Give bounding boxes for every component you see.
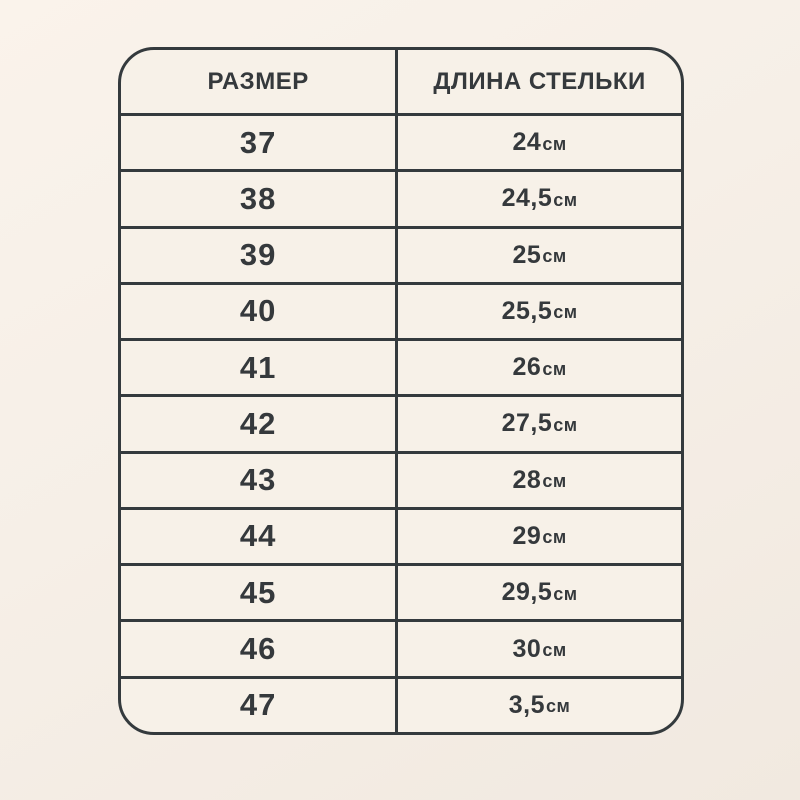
- length-cell: [398, 566, 681, 619]
- header-size: РАЗМЕР: [121, 50, 398, 113]
- length-value: 30: [512, 634, 542, 663]
- length-cell: [398, 510, 681, 563]
- length-value: 24,5: [501, 184, 553, 213]
- length-value: 29,5: [501, 578, 553, 607]
- table-row: [121, 226, 681, 282]
- length-cell: [398, 341, 681, 394]
- length-cell: [398, 622, 681, 675]
- header-insole-length: ДЛИНА СТЕЛЬКИ: [433, 67, 646, 95]
- size-cell: 38: [121, 172, 398, 225]
- size-chart-table: [118, 47, 684, 735]
- table-row: [121, 282, 681, 338]
- table-row: [121, 676, 681, 732]
- size-cell: 42: [121, 397, 398, 450]
- length-cell: [398, 116, 681, 169]
- length-value: 25,5: [501, 296, 553, 325]
- size-cell: 43: [121, 454, 398, 507]
- size-cell: 37: [121, 116, 398, 169]
- table-row: [121, 169, 681, 225]
- length-cell: [398, 454, 681, 507]
- length-unit: см: [542, 133, 567, 154]
- length-unit: см: [542, 246, 567, 267]
- length-unit: см: [553, 189, 578, 210]
- length-cell: [398, 285, 681, 338]
- length-value: 29: [512, 521, 542, 550]
- size-cell: 39: [121, 229, 398, 282]
- size-cell: 45: [121, 566, 398, 619]
- size-cell: 40: [121, 285, 398, 338]
- length-value: 24: [512, 128, 542, 157]
- length-value: 3,5: [508, 690, 546, 719]
- length-value: 26: [512, 353, 542, 382]
- length-value: 25: [512, 240, 542, 269]
- length-unit: см: [546, 696, 571, 717]
- size-cell: 41: [121, 341, 398, 394]
- size-cell: 47: [121, 679, 398, 732]
- table-row: [121, 619, 681, 675]
- length-unit: см: [553, 583, 578, 604]
- length-unit: см: [542, 640, 567, 661]
- length-unit: см: [542, 527, 567, 548]
- length-cell: [398, 397, 681, 450]
- length-unit: см: [542, 471, 567, 492]
- table-row: [121, 563, 681, 619]
- size-cell: 44: [121, 510, 398, 563]
- table-row: [121, 394, 681, 450]
- length-cell: [398, 172, 681, 225]
- table-row: [121, 113, 681, 169]
- table-row: [121, 338, 681, 394]
- length-unit: см: [542, 358, 567, 379]
- length-value: 27,5: [501, 409, 553, 438]
- size-cell: 46: [121, 622, 398, 675]
- length-unit: см: [553, 302, 578, 323]
- table-row: [121, 451, 681, 507]
- length-value: 28: [512, 465, 542, 494]
- length-cell: [398, 679, 681, 732]
- length-cell: [398, 229, 681, 282]
- table-header-row: [121, 50, 681, 113]
- table-row: [121, 507, 681, 563]
- length-unit: см: [553, 414, 578, 435]
